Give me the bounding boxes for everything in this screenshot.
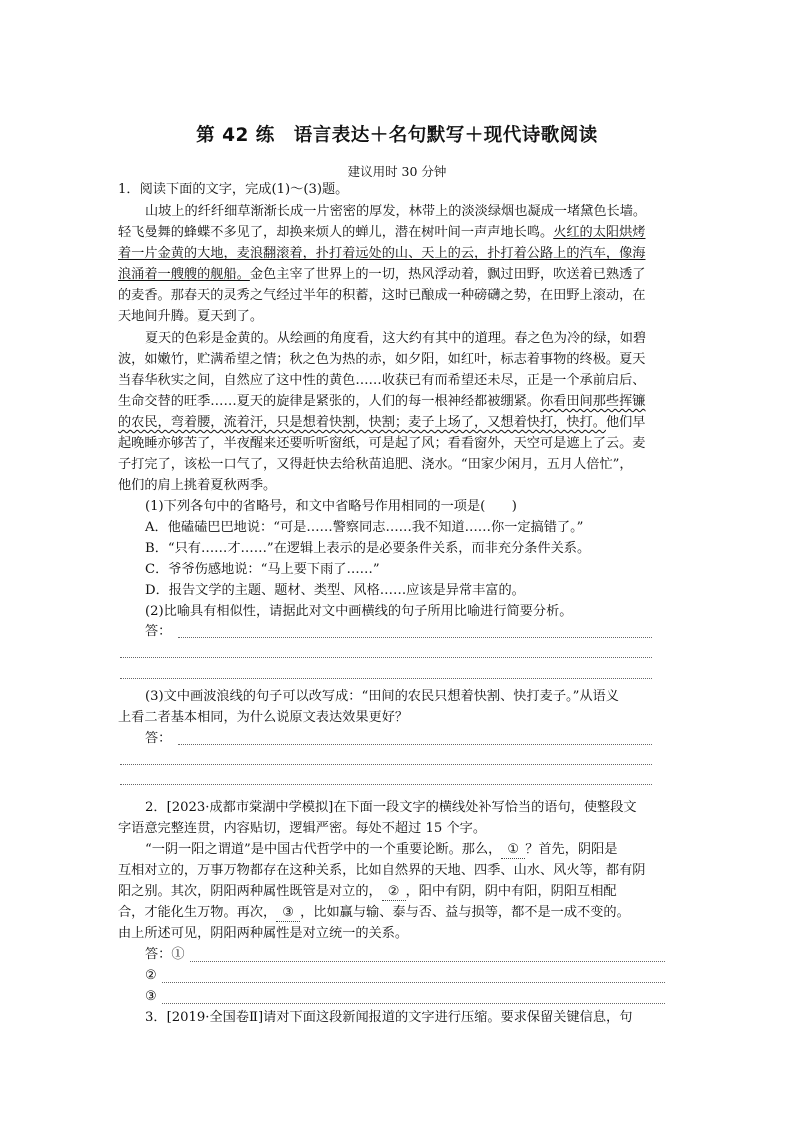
q1-p2-text: 他们早 <box>605 415 646 430</box>
answer-line <box>120 783 652 785</box>
q1-stem: 1．阅读下面的文字，完成(1)～(3)题。 <box>118 182 349 197</box>
q1-p1-line <box>118 223 678 243</box>
answer-line <box>120 656 652 658</box>
q2-text: ，阳中有阴，阴中有阳，阴阳互相配 <box>405 884 617 899</box>
q2-passage-line: 互相对立的，万事万物都存在这种关系，比如自然界的天地、四季、山水、风火等，都有阴 <box>118 863 646 878</box>
page-title: 第 42 练 语言表达＋名句默写＋现代诗歌阅读 <box>196 125 598 146</box>
q3-stem-line: 3．[2019·全国卷Ⅱ]请对下面这段新闻报道的文字进行压缩。要求保留关键信息，句 <box>145 1010 633 1025</box>
q2-text: 合，才能化生万物。再次， <box>118 905 277 920</box>
time-suggestion: 建议用时 30 分钟 <box>347 164 447 179</box>
q2-text: ，比如赢与输、泰与否、益与损等，都不是一成不变的。 <box>300 905 630 920</box>
q2-stem-line: 字语意完整连贯，内容贴切，逻辑严密。每处不超过 15 个字。 <box>118 821 487 836</box>
q1-p2-line: 波，如嫩竹，贮满希望之情；秋之色为热的赤，如夕阳，如红叶，标志着事物的终极。夏天 <box>118 352 646 367</box>
q1-p1-line: 的麦香。那春天的灵秀之气经过半年的积蓄，这时已酿成一种磅礴之势，在田野上滚动，在 <box>118 288 646 303</box>
answer-label: 答：① <box>145 947 185 962</box>
underlined-sentence: 火红的太阳烘烤 <box>553 225 646 240</box>
option-a: A．他磕磕巴巴地说：“可是……警察同志……我不知道……你一定搞错了。” <box>145 520 584 535</box>
q1-p1-text: 金色主宰了世界上的一切，热风浮动着，飘过田野，吹送着已熟透了 <box>249 267 646 282</box>
q2-passage-line <box>118 882 678 902</box>
q1-p1-line: 山坡上的纤纤细草渐渐长成一片密密的厚发，林带上的淡淡绿烟也凝成一堵黛色长墙。 <box>145 204 647 219</box>
q1-p2-line <box>118 392 678 412</box>
answer-line <box>120 763 652 765</box>
q1-sub2-stem: (2)比喻具有相似性，请据此对文中画横线的句子所用比喻进行简要分析。 <box>145 604 573 619</box>
option-b: B．“只有……才……”在逻辑上表示的是必要条件关系，而非充分条件关系。 <box>145 541 591 556</box>
q2-stem-line: 2．[2023·成都市棠湖中学模拟]在下面一段文字的横线处补写恰当的语句，使整段文 <box>145 800 637 815</box>
underlined-sentence: 浪涌着一艘艘的舰船。 <box>118 267 250 282</box>
wavy-underlined-sentence: 的农民，弯着腰，流着汗，只是想着快割，快割；麦子上场了，又想着快打，快打。 <box>118 415 606 430</box>
answer-line <box>120 677 652 679</box>
q1-sub3-line: 上看二者基本相同，为什么说原文表达效果更好？ <box>118 710 409 725</box>
q2-passage-line: 由上所述可见，阴阳两种属性是对立统一的关系。 <box>118 926 409 941</box>
blank-3: ③ <box>276 905 300 922</box>
answer-line <box>178 636 652 638</box>
q1-p1-line <box>118 265 678 285</box>
q1-sub3-line: (3)文中画波浪线的句子可以改写成：“田间的农民只想着快割、快打麦子。”从语义 <box>145 689 619 704</box>
blank-1: ① <box>501 842 525 859</box>
answer-line-1 <box>190 960 665 962</box>
blank-2: ② <box>382 884 406 901</box>
answer-label: 答： <box>145 624 172 639</box>
q1-p2-line <box>118 413 678 433</box>
q2-passage-line <box>145 840 705 860</box>
option-c: C．爷爷伤感地说：“马上要下雨了……” <box>145 562 380 577</box>
q1-p2-line: 起晚睡亦够苦了，半夜醒来还要听听窗纸，可是起了风；看看窗外，天空可是遮上了云。麦 <box>118 436 646 451</box>
q2-text: ？首先，阴阳是 <box>525 842 618 857</box>
answer-2-label: ② <box>145 968 157 983</box>
answer-3-label: ③ <box>145 989 157 1004</box>
q1-p2-text: 生命交替的旺季……夏天的旋律是紧张的，人们的每一根神经都被绷紧。 <box>118 394 540 409</box>
q2-text: “一阴一阳之谓道”是中国古代哲学中的一个重要论断。那么， <box>145 842 502 857</box>
answer-line-3 <box>162 1002 665 1004</box>
underlined-sentence: 着一片金黄的大地，麦浪翻滚着，扑打着远处的山、天上的云，扑打着公路上的汽车，像海 <box>118 246 646 261</box>
q1-p2-line: 当春华秋实之间，自然应了这中性的黄色……收获已有而希望还未尽，正是一个承前启后、 <box>118 373 646 388</box>
q1-p2-line: 子打完了，该松一口气了，又得赶快去给秋苗追肥、浇水。“田家少闲月，五月人倍忙”， <box>118 457 633 472</box>
q1-p1-line: 天地间升腾。夏天到了。 <box>118 309 264 324</box>
q1-sub1-stem: (1)下列各句中的省略号，和文中省略号作用相同的一项是( ) <box>145 499 517 514</box>
wavy-underlined-sentence: 你看田间那些挥镰 <box>540 394 646 409</box>
answer-label: 答： <box>145 731 172 746</box>
q2-passage-line <box>118 903 678 923</box>
answer-line <box>178 743 652 745</box>
q2-text: 阳之别。其次，阴阳两种属性既管是对立的， <box>118 884 382 899</box>
q1-p2-line: 夏天的色彩是金黄的。从绘画的角度看，这大约有其中的道理。春之色为冷的绿，如碧 <box>145 331 647 346</box>
answer-line-2 <box>162 981 665 983</box>
option-d: D．报告文学的主题、题材、类型、风格……应该是异常丰富的。 <box>145 583 525 598</box>
q1-p2-line: 他们的肩上挑着夏秋两季。 <box>118 478 277 493</box>
q1-p1-text: 轻飞曼舞的蜂蝶不多见了，却换来烦人的蝉儿，潜在树叶间一声声地长鸣。 <box>118 225 554 240</box>
